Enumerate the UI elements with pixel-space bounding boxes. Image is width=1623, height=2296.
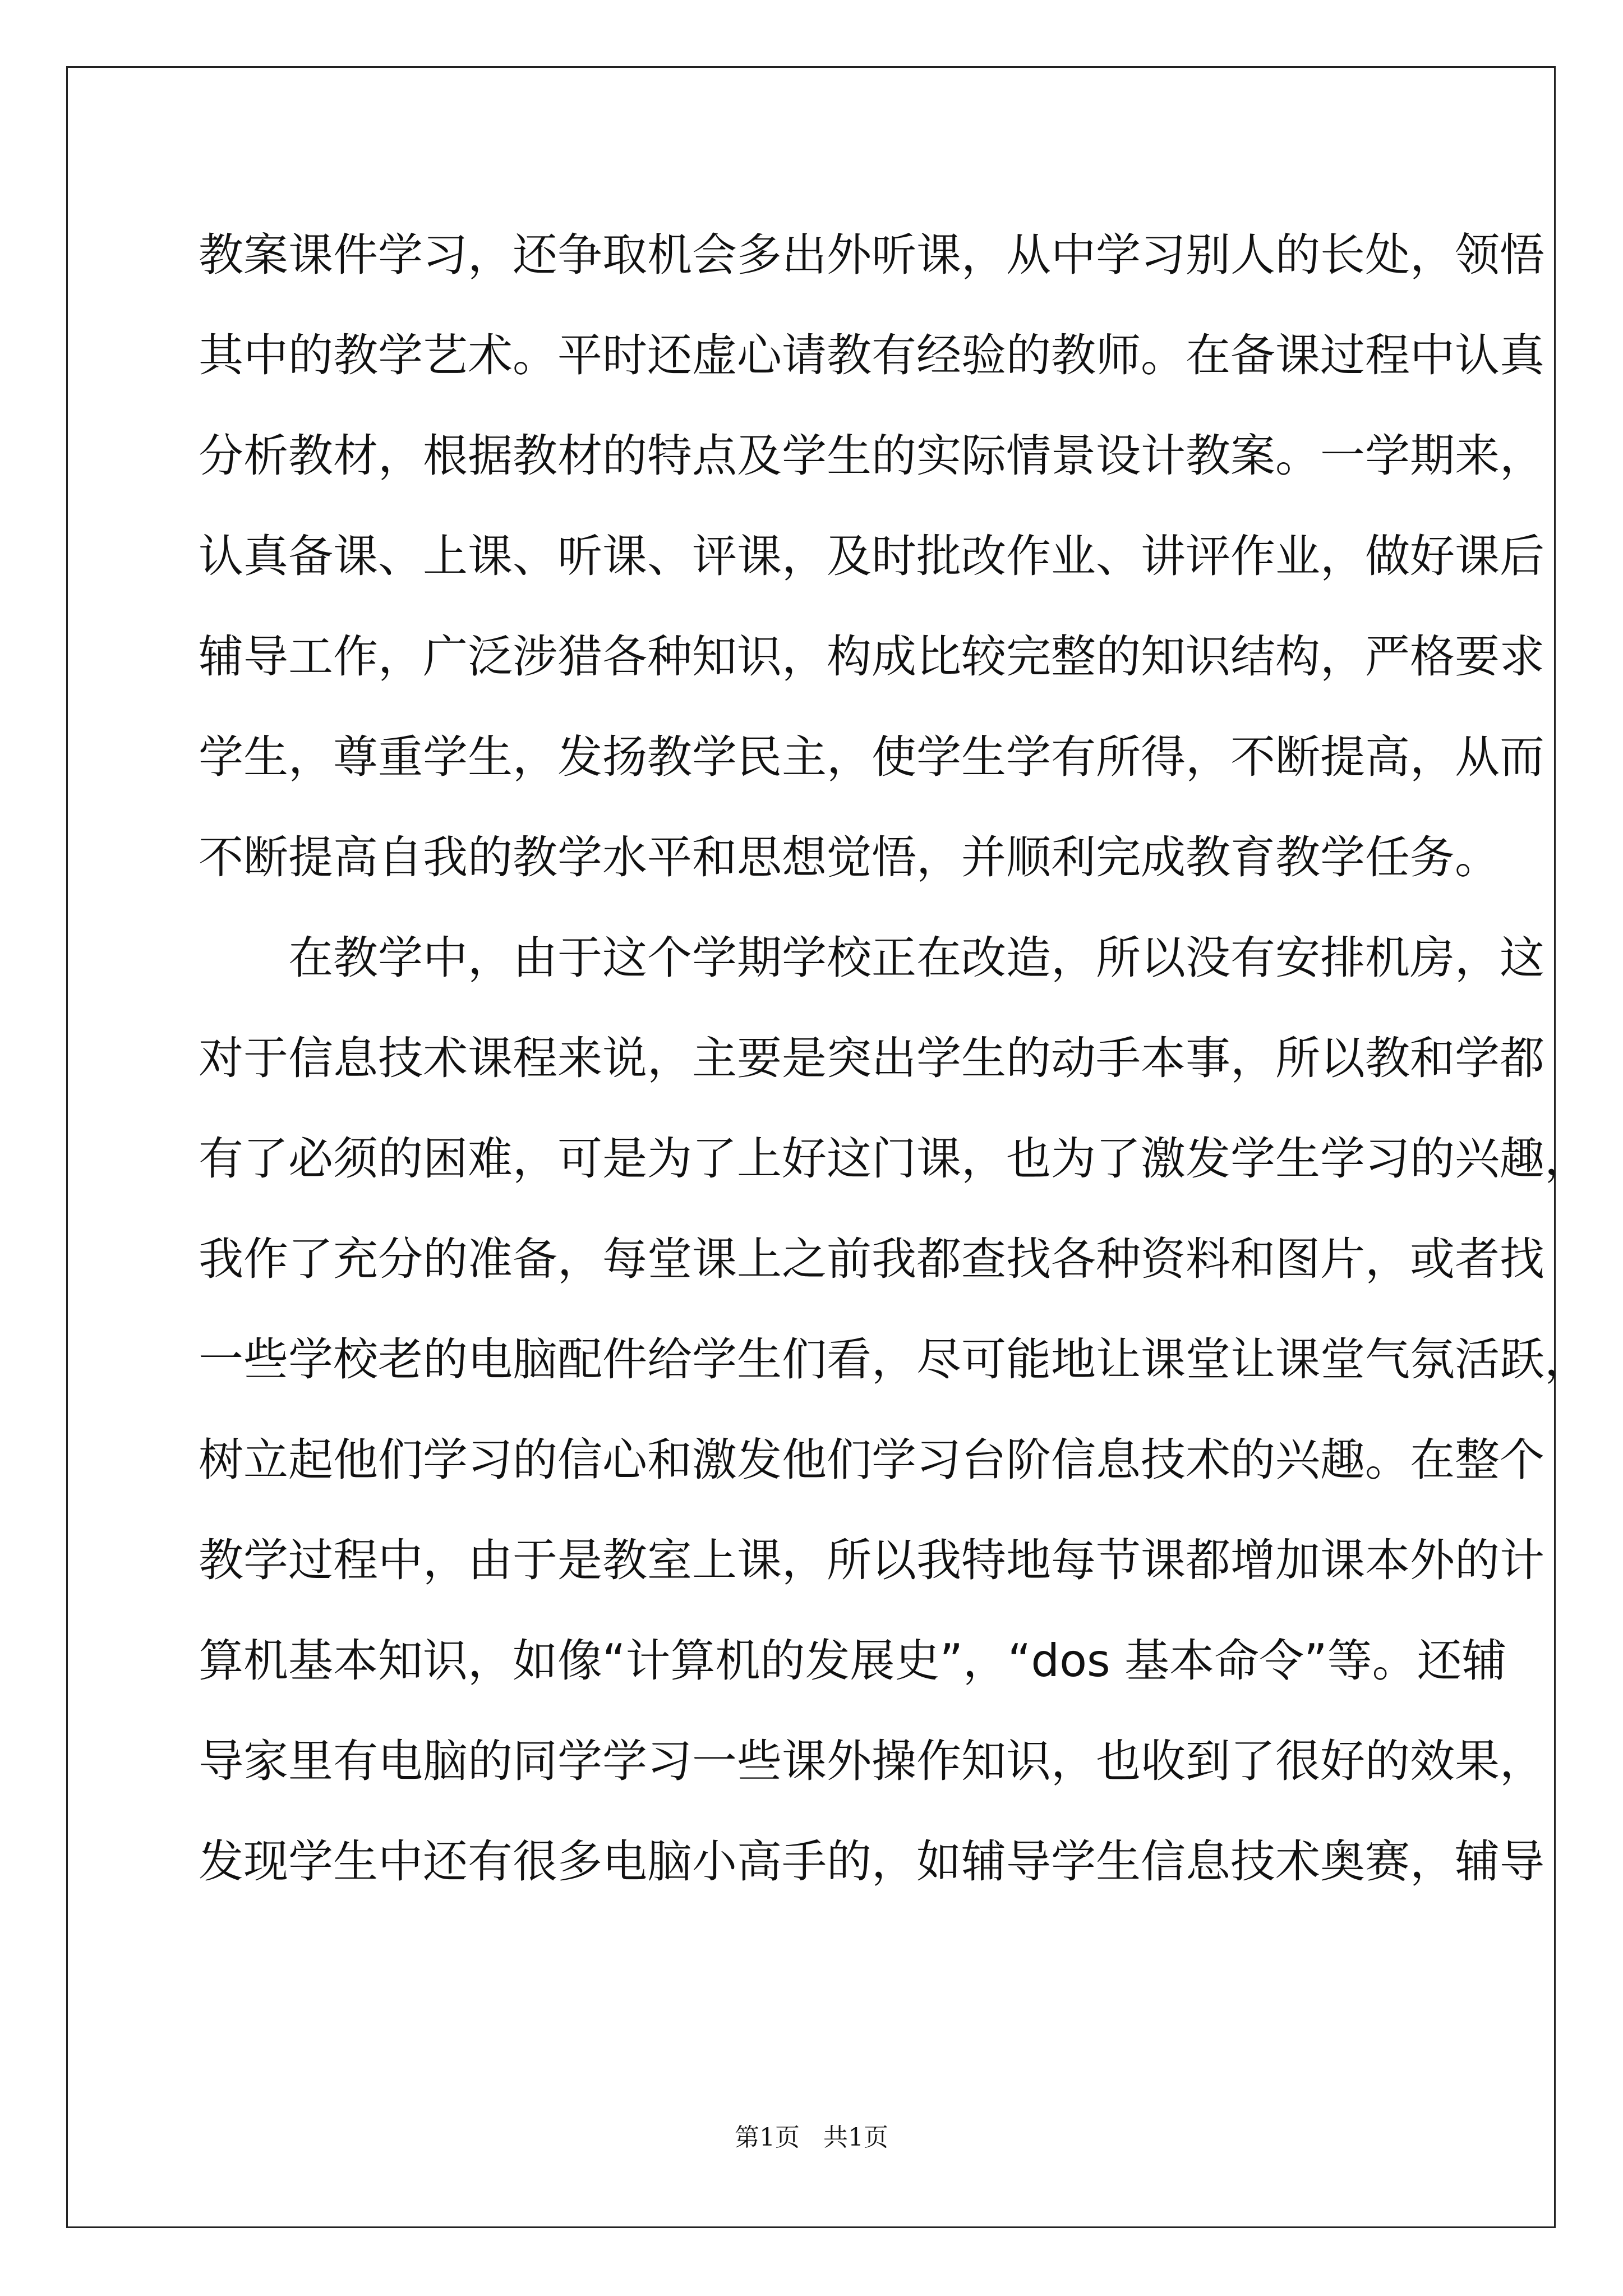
text-line: 对于信息技术课程来说，主要是突出学生的动手本事，所以教和学都 bbox=[199, 1032, 1544, 1084]
text-line: 发现学生中还有很多电脑小高手的，如辅导学生信息技术奥赛，辅导 bbox=[199, 1835, 1544, 1888]
text-line: 算机基本知识，如像“计算机的发展史”，“dos 基本命令”等。还辅 bbox=[199, 1635, 1507, 1687]
text-line: 树立起他们学习的信心和激发他们学习台阶信息技术的兴趣。在整个 bbox=[199, 1434, 1544, 1486]
text-line: 辅导工作，广泛涉猎各种知识，构成比较完整的知识结构，严格要求 bbox=[199, 631, 1544, 683]
text-line: 我作了充分的准备，每堂课上之前我都查找各种资料和图片，或者找 bbox=[199, 1233, 1544, 1285]
page-footer bbox=[0, 2117, 1623, 2153]
page-number-total: 共1页 bbox=[823, 2123, 888, 2152]
text-line: 认真备课、上课、听课、评课，及时批改作业、讲评作业，做好课后 bbox=[199, 530, 1544, 582]
text-line: 不断提高自我的教学水平和思想觉悟，并顺利完成教育教学任务。 bbox=[199, 831, 1500, 884]
text-line: 学生，尊重学生，发扬教学民主，使学生学有所得，不断提高，从而 bbox=[199, 731, 1544, 783]
text-line: 分析教材，根据教材的特点及学生的实际情景设计教案。一学期来， bbox=[199, 430, 1544, 482]
text-line: 教学过程中，由于是教室上课，所以我特地每节课都增加课本外的计 bbox=[199, 1534, 1544, 1586]
text-line: 一些学校老的电脑配件给学生们看，尽可能地让课堂让课堂气氛活跃， bbox=[199, 1333, 1589, 1386]
text-line: 导家里有电脑的同学学习一些课外操作知识，也收到了很好的效果， bbox=[199, 1735, 1544, 1787]
document-body bbox=[199, 205, 1589, 1912]
text-line: 有了必须的困难，可是为了上好这门课，也为了激发学生学习的兴趣， bbox=[199, 1133, 1589, 1185]
text-line: 其中的教学艺术。平时还虚心请教有经验的教师。在备课过程中认真 bbox=[199, 329, 1544, 381]
text-line: 在教学中，由于这个学期学校正在改造，所以没有安排机房，这 bbox=[288, 932, 1544, 984]
page-number-current: 第1页 bbox=[735, 2123, 800, 2152]
text-line: 教案课件学习，还争取机会多出外听课，从中学习别人的长处，领悟 bbox=[199, 229, 1544, 281]
